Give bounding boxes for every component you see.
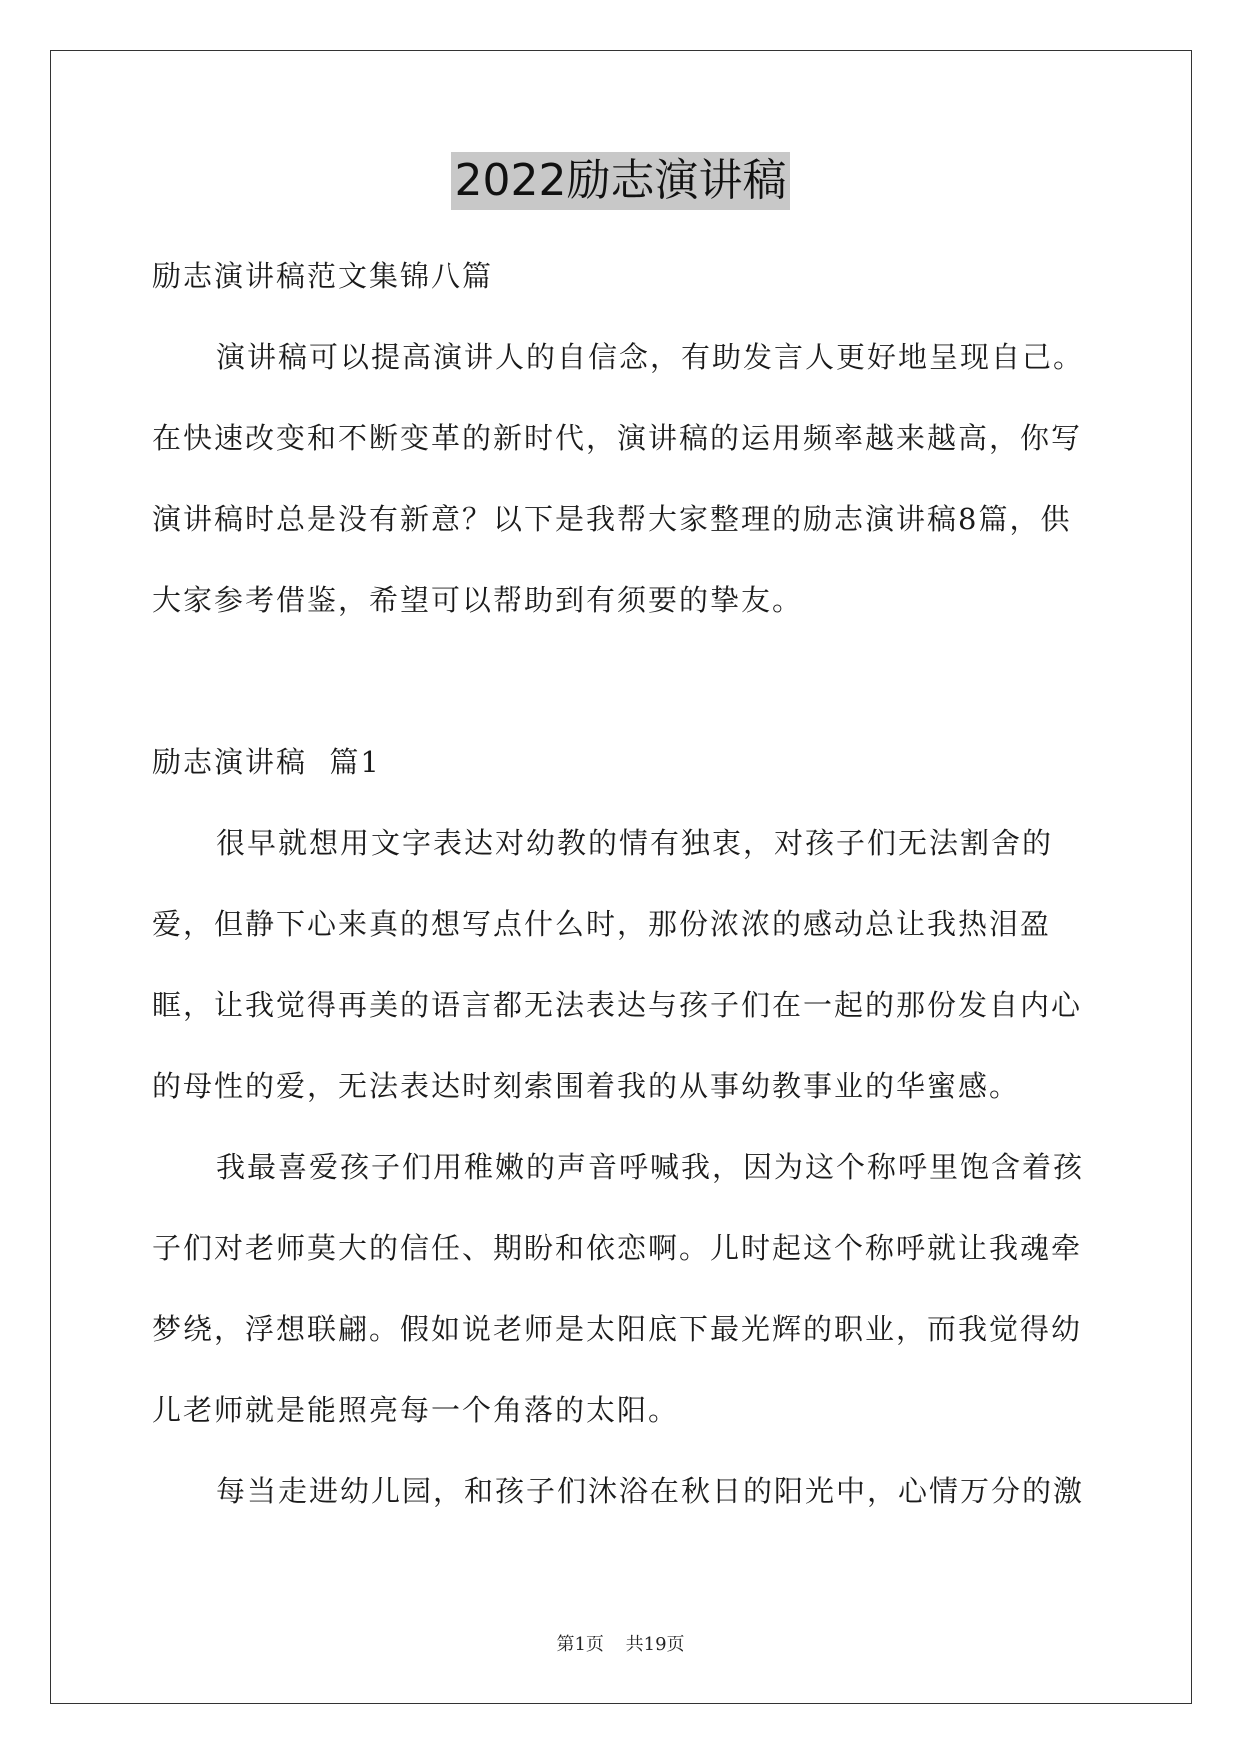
document-body (152, 236, 1097, 1532)
page-total: 共19页 (625, 1634, 685, 1655)
body-paragraph-3: 每当走进幼儿园，和孩子们沐浴在秋日的阳光中，心情万分的激 (216, 1474, 1085, 1508)
document-subtitle: 励志演讲稿范文集锦八篇 (152, 259, 494, 293)
title-container (0, 152, 1241, 210)
document-title: 2022励志演讲稿 (451, 152, 791, 210)
intro-paragraph: 演讲稿可以提高演讲人的自信念，有助发言人更好地呈现自己。在快速改变和不断变革的新时代，演讲稿的运用频率越来越高，你写演讲稿时总是没有新意？以下是我帮大家整理的励志演讲稿8篇，供大家参考借鉴，希望可以帮助到有须要的挚友。 (152, 340, 1085, 617)
body-paragraph-1: 很早就想用文字表达对幼教的情有独衷，对孩子们无法割舍的爱，但静下心来真的想写点什么时，那份浓浓的感动总让我热泪盈眶，让我觉得再美的语言都无法表达与孩子们在一起的那份发自内心的母性的爱，无法表达时刻索围着我的从事幼教事业的华蜜感。 (152, 826, 1083, 1103)
body-paragraph-2: 我最喜爱孩子们用稚嫩的声音呼喊我，因为这个称呼里饱含着孩子们对老师莫大的信任、期盼和依恋啊。儿时起这个称呼就让我魂牵梦绕，浮想联翩。假如说老师是太阳底下最光辉的职业，而我觉得幼儿老师就是能照亮每一个角落的太阳。 (152, 1150, 1085, 1427)
page-number: 第1页 (556, 1634, 604, 1655)
section-heading: 励志演讲稿 篇1 (152, 745, 381, 779)
page-footer (0, 1630, 1241, 1656)
